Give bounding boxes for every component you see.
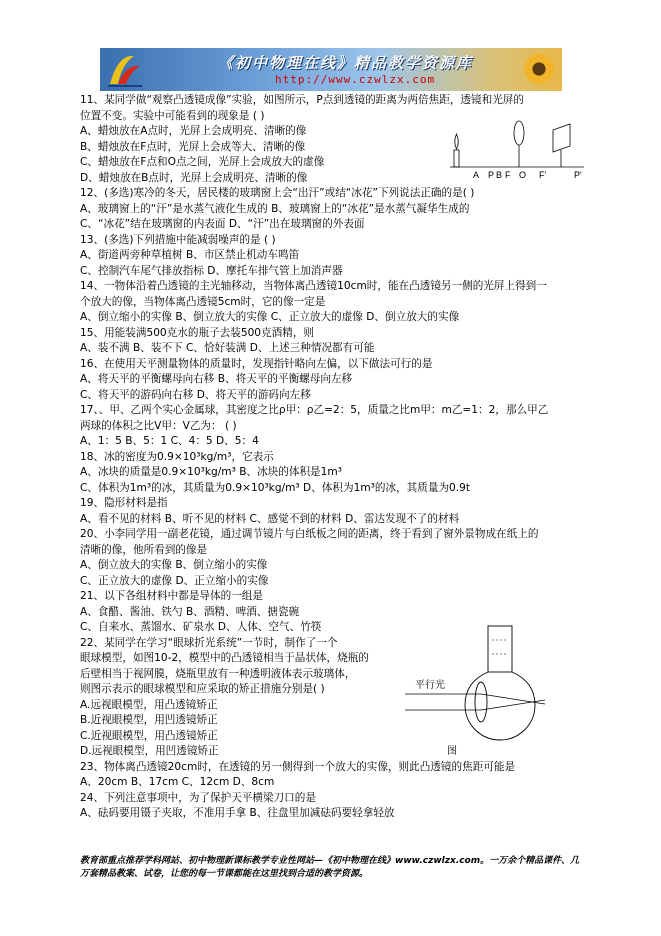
- text-line: 13、(多选)下列措施中能减弱噪声的是 ( ): [80, 233, 276, 246]
- text-line: C、体积为1m³的冰，其质量为0.9×10³kg/m³ D、体积为1m³的冰，其质量为0.9t: [80, 481, 471, 494]
- text-line: A、倒立缩小的实像 B、倒立放大的实像 C、正立放大的虚像 D、倒立放大的实像: [80, 311, 460, 323]
- text-line: 21、以下各组材料中都是导体的一组是: [80, 590, 263, 602]
- text-line: 20、小李同学用一副老花镜，通过调节镜片与白纸板之间的距离，终于看到了窗外景物成在纸上的: [80, 528, 539, 540]
- text-line: 23、物体离凸透镜20cm时，在透镜的另一侧得到一个放大的实像，则此凸透镜的焦距可能是: [80, 760, 516, 773]
- parallel-light-label: 平行光: [415, 680, 445, 691]
- text-line: A、装不满 B、装不下 C、恰好装满 D、上述三种情况都有可能: [80, 342, 375, 354]
- text-line: 19、隐形材料是指: [80, 497, 168, 509]
- axis-point-label: A: [473, 170, 480, 180]
- text-line: D、蜡烛放在B点时，光屏上会成明亮、清晰的像: [80, 171, 308, 184]
- figure-caption: 图: [447, 746, 457, 757]
- text-line: B.近视眼模型，用凹透镜矫正: [80, 714, 218, 726]
- text-line: 12、(多选)寒冷的冬天，居民楼的玻璃窗上会“出汗”或结“冰花”下列说法正确的是( ): [80, 187, 475, 199]
- text-line: A、1：5 B、5：1 C、4：5 D、5：4: [80, 435, 259, 447]
- text-line: A、20cm B、17cm C、12cm D、8cm: [80, 776, 275, 788]
- text-line: A、街道两旁种草植树 B、市区禁止机动车鸣笛: [80, 249, 300, 261]
- banner-title: 《初中物理在线》精品教学资源库: [218, 54, 474, 72]
- header-banner: [100, 48, 562, 91]
- text-line: 两球的体积之比V甲：V乙为： ( ): [80, 419, 237, 432]
- text-line: A.远视眼模型，用凸透镜矫正: [80, 698, 218, 711]
- text-line: 则图示表示的眼球模型和应采取的矫正措施分别是( ): [80, 683, 325, 695]
- screen-icon: [553, 124, 570, 152]
- text-line: C、“冰花”结在玻璃窗的内表面 D、“汗”出在玻璃窗的外表面: [80, 218, 365, 230]
- text-line: A、冰块的质量是0.9×10³kg/m³ B、冰块的体积是1m³: [80, 466, 342, 478]
- text-line: 眼球模型，如图10-2，模型中的凸透镜相当于晶状体，烧瓶的: [80, 652, 369, 664]
- axis-point-label: P: [488, 170, 495, 180]
- text-line: A、食醋、酱油、铁勺 B、酒精、啤酒、搪瓷碗: [80, 605, 300, 618]
- text-line: 11、某同学做“观察凸透镜成像”实验，如图所示，P点到透镜的距离为两倍焦距，透镜和光屏的: [80, 94, 524, 106]
- axis-point-label: F': [539, 170, 547, 180]
- sunflower-icon: [524, 54, 554, 84]
- text-line: A、蜡烛放在A点时，光屏上会成明亮、清晰的像: [80, 125, 307, 137]
- text-line: A、玻璃窗上的“汗”是水蒸气液化生成的 B、玻璃窗上的“冰花”是水蒸气凝华生成的: [80, 202, 470, 215]
- text-line: C、将天平的游码向右移 D、将天平的游码向左移: [80, 388, 311, 401]
- axis-point-label: B: [496, 170, 503, 180]
- eye-model-figure: [395, 620, 580, 760]
- text-line: 个放大的像，当物体离凸透镜5cm时，它的像一定是: [80, 295, 326, 308]
- text-line: 16、在使用天平测量物体的质量时，发现指针略向左偏，以下做法可行的是: [80, 357, 433, 370]
- axis-point-label: P': [574, 170, 582, 180]
- text-line: C、蜡烛放在F点和O点之间，光屏上会成放大的虚像: [80, 156, 325, 168]
- text-line: 18、冰的密度为0.9×10³kg/m³，它表示: [80, 450, 274, 463]
- text-line: C、正立放大的虚像 D、正立缩小的实像: [80, 574, 269, 587]
- text-line: 17、、甲、乙两个实心金属球，其密度之比ρ甲：ρ乙=2：5，质量之比m甲：m乙=1：2，那么甲乙: [80, 404, 549, 416]
- text-line: 24、下列注意事项中，为了保护天平横梁刀口的是: [80, 791, 316, 804]
- text-line: C.近视眼模型，用凸透镜矫正: [80, 729, 218, 742]
- convex-lens-icon: [475, 682, 487, 722]
- text-line: A、倒立放大的实像 B、倒立缩小的实像: [80, 559, 268, 571]
- text-line: B、蜡烛放在F点时，光屏上会成等大、清晰的像: [80, 140, 306, 153]
- text-line: 清晰的像，他所看到的像是: [80, 543, 208, 556]
- text-line: C、自来水、蒸馏水、矿泉水 D、人体、空气、竹筷: [80, 621, 322, 633]
- flame-icon: [455, 134, 459, 149]
- page-footer: 教育部重点推荐学科网站、初中物理新课标教学专业性网站—《初中物理在线》www.czwlzx.com。一万余个精品课件、几万套精品教案、试卷，让您的每一节课都能在这里找到合适的教学资源。: [80, 856, 580, 879]
- text-line: A、砝码要用镊子夹取，不准用手拿 B、往盘里加减砝码要轻拿轻放: [80, 807, 395, 819]
- text-line: 22、某同学在学习“眼球折光系统”一节时，制作了一个: [80, 636, 338, 649]
- lens-icon: [514, 121, 524, 145]
- text-line: A、将天平的平衡螺母向右移 B、将天平的平衡螺母向左移: [80, 373, 353, 385]
- lens-experiment-figure: [448, 120, 588, 185]
- banner-url[interactable]: http://www.czwlzx.com: [275, 73, 436, 86]
- candle-icon: [454, 150, 459, 167]
- text-line: C、控制汽车尾气排放指标 D、摩托车排气管上加消声器: [80, 264, 343, 277]
- logo-icon: [104, 50, 146, 90]
- text-line: 后壁相当于视网膜，烧瓶里放有一种透明液体表示玻璃体，: [80, 667, 356, 680]
- text-line: 15、用能装满500克水的瓶子去装500克酒精，则: [80, 326, 315, 339]
- text-line: 位置不变。实验中可能看到的现象是 ( ): [80, 109, 265, 122]
- text-line: D.远视眼模型，用凹透镜矫正: [80, 745, 219, 757]
- axis-point-label: O: [519, 170, 527, 180]
- text-line: 14、一物体沿着凸透镜的主光轴移动，当物体离凸透镜10cm时，能在凸透镜另一侧的光屏上得到一: [80, 280, 547, 292]
- axis-point-label: F: [505, 170, 511, 180]
- text-line: A、看不见的材料 B、听不见的材料 C、感觉不到的材料 D、雷达发现不了的材料: [80, 512, 460, 525]
